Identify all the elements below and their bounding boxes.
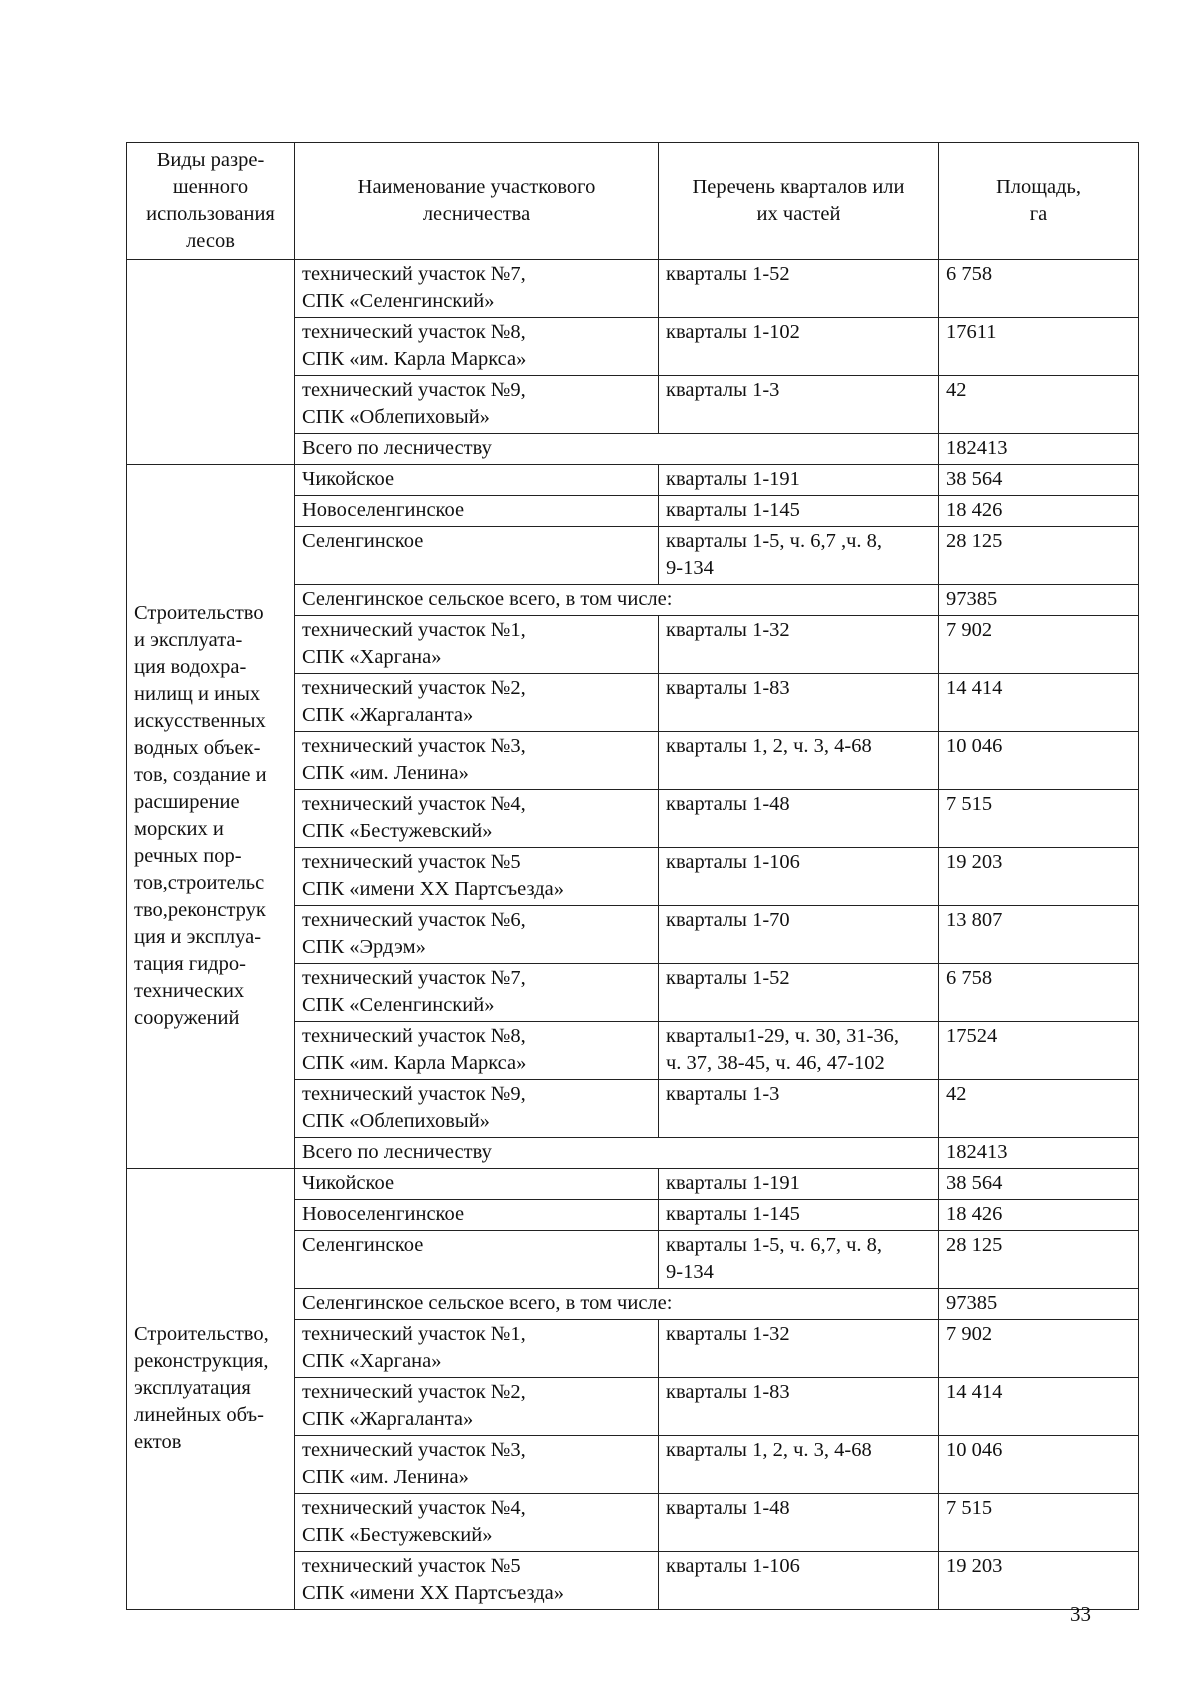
quarters-cell: кварталы 1-52 bbox=[659, 964, 939, 1022]
area-cell: 17611 bbox=[939, 318, 1139, 376]
quarters-cell: кварталы 1-106 bbox=[659, 1552, 939, 1610]
forestry-name-cell: технический участок №6, СПК «Эрдэм» bbox=[295, 906, 659, 964]
subtotal-label: Селенгинское сельское всего, в том числе: bbox=[295, 1289, 939, 1320]
forestry-name-cell: Чикойское bbox=[295, 465, 659, 496]
forestry-name-cell: Селенгинское bbox=[295, 527, 659, 585]
total-label: Всего по лесничеству bbox=[295, 434, 939, 465]
forestry-name-cell: технический участок №2, СПК «Жаргаланта» bbox=[295, 1378, 659, 1436]
table-header-row bbox=[127, 143, 1139, 260]
subtotal-label: Селенгинское сельское всего, в том числе: bbox=[295, 585, 939, 616]
quarters-cell: кварталы 1-5, ч. 6,7, ч. 8, 9-134 bbox=[659, 1231, 939, 1289]
page-number: 33 bbox=[1070, 1602, 1091, 1626]
forestry-name-cell: технический участок №9, СПК «Облепиховый» bbox=[295, 1080, 659, 1138]
area-cell: 10 046 bbox=[939, 732, 1139, 790]
quarters-cell: кварталы 1-145 bbox=[659, 1200, 939, 1231]
table-row bbox=[127, 465, 1139, 496]
area-cell: 18 426 bbox=[939, 1200, 1139, 1231]
area-cell: 28 125 bbox=[939, 1231, 1139, 1289]
area-cell: 42 bbox=[939, 376, 1139, 434]
quarters-cell: кварталы 1-83 bbox=[659, 674, 939, 732]
forestry-name-cell: Чикойское bbox=[295, 1169, 659, 1200]
area-cell: 18 426 bbox=[939, 496, 1139, 527]
quarters-cell: кварталы 1-48 bbox=[659, 1494, 939, 1552]
area-cell: 7 515 bbox=[939, 790, 1139, 848]
quarters-cell: кварталы 1-52 bbox=[659, 260, 939, 318]
forestry-name-cell: технический участок №4, СПК «Бестужевский» bbox=[295, 790, 659, 848]
use-type-cell-empty bbox=[127, 260, 295, 465]
area-cell: 6 758 bbox=[939, 964, 1139, 1022]
quarters-cell: кварталы 1-106 bbox=[659, 848, 939, 906]
quarters-cell: кварталы 1-191 bbox=[659, 1169, 939, 1200]
quarters-cell: кварталы 1-5, ч. 6,7 ,ч. 8, 9-134 bbox=[659, 527, 939, 585]
area-cell: 7 515 bbox=[939, 1494, 1139, 1552]
forestry-name-cell: Селенгинское bbox=[295, 1231, 659, 1289]
forestry-name-cell: технический участок №4, СПК «Бестужевский» bbox=[295, 1494, 659, 1552]
area-cell: 14 414 bbox=[939, 674, 1139, 732]
quarters-cell: кварталы 1-32 bbox=[659, 1320, 939, 1378]
forestry-name-cell: технический участок №7, СПК «Селенгинский» bbox=[295, 964, 659, 1022]
quarters-cell: кварталы 1-102 bbox=[659, 318, 939, 376]
forestry-name-cell: технический участок №8, СПК «им. Карла Маркса» bbox=[295, 318, 659, 376]
area-cell: 17524 bbox=[939, 1022, 1139, 1080]
table-row bbox=[127, 260, 1139, 318]
quarters-cell: кварталы 1-70 bbox=[659, 906, 939, 964]
quarters-cell: кварталы 1-3 bbox=[659, 1080, 939, 1138]
quarters-cell: кварталы 1-145 bbox=[659, 496, 939, 527]
quarters-cell: кварталы 1, 2, ч. 3, 4-68 bbox=[659, 1436, 939, 1494]
total-label: Всего по лесничеству bbox=[295, 1138, 939, 1169]
area-cell: 7 902 bbox=[939, 616, 1139, 674]
forestry-name-cell: технический участок №5 СПК «имени XX Партсъезда» bbox=[295, 1552, 659, 1610]
forestry-name-cell: технический участок №3, СПК «им. Ленина» bbox=[295, 732, 659, 790]
use-type-cell: Строительство и эксплуата- ция водохра- нилищ и иных искусственных водных объек- тов, создание и расширение морских и речных пор- тов,строительс тво,реконструк ция и эксплуа- тация гидро- технических сооружений bbox=[127, 465, 295, 1169]
forestry-name-cell: технический участок №5 СПК «имени XX Партсъезда» bbox=[295, 848, 659, 906]
forestry-name-cell: технический участок №2, СПК «Жаргаланта» bbox=[295, 674, 659, 732]
area-cell: 10 046 bbox=[939, 1436, 1139, 1494]
quarters-cell: кварталы 1-48 bbox=[659, 790, 939, 848]
forestry-name-cell: Новоселенгинское bbox=[295, 1200, 659, 1231]
header-forestry: Наименование участкового лесничества bbox=[295, 143, 659, 260]
forestry-name-cell: технический участок №7, СПК «Селенгинский» bbox=[295, 260, 659, 318]
forestry-name-cell: технический участок №3, СПК «им. Ленина» bbox=[295, 1436, 659, 1494]
area-cell: 28 125 bbox=[939, 527, 1139, 585]
area-cell: 19 203 bbox=[939, 1552, 1139, 1610]
forestry-name-cell: технический участок №1, СПК «Харгана» bbox=[295, 616, 659, 674]
table-row bbox=[127, 1169, 1139, 1200]
quarters-cell: кварталы1-29, ч. 30, 31-36, ч. 37, 38-45, ч. 46, 47-102 bbox=[659, 1022, 939, 1080]
area-cell: 19 203 bbox=[939, 848, 1139, 906]
header-use: Виды разре- шенного использования лесов bbox=[127, 143, 295, 260]
area-cell: 14 414 bbox=[939, 1378, 1139, 1436]
total-area: 182413 bbox=[939, 434, 1139, 465]
area-cell: 38 564 bbox=[939, 1169, 1139, 1200]
quarters-cell: кварталы 1, 2, ч. 3, 4-68 bbox=[659, 732, 939, 790]
forestry-name-cell: технический участок №9, СПК «Облепиховый» bbox=[295, 376, 659, 434]
subtotal-area: 97385 bbox=[939, 585, 1139, 616]
area-cell: 38 564 bbox=[939, 465, 1139, 496]
area-cell: 13 807 bbox=[939, 906, 1139, 964]
quarters-cell: кварталы 1-191 bbox=[659, 465, 939, 496]
quarters-cell: кварталы 1-3 bbox=[659, 376, 939, 434]
forest-use-table bbox=[126, 142, 1139, 1610]
area-cell: 6 758 bbox=[939, 260, 1139, 318]
use-type-cell: Строительство, реконструкция, эксплуатация линейных объ- ектов bbox=[127, 1169, 295, 1610]
subtotal-area: 97385 bbox=[939, 1289, 1139, 1320]
forestry-name-cell: технический участок №8, СПК «им. Карла Маркса» bbox=[295, 1022, 659, 1080]
area-cell: 7 902 bbox=[939, 1320, 1139, 1378]
header-area: Площадь, га bbox=[939, 143, 1139, 260]
area-cell: 42 bbox=[939, 1080, 1139, 1138]
quarters-cell: кварталы 1-83 bbox=[659, 1378, 939, 1436]
header-quarters: Перечень кварталов или их частей bbox=[659, 143, 939, 260]
quarters-cell: кварталы 1-32 bbox=[659, 616, 939, 674]
forestry-name-cell: технический участок №1, СПК «Харгана» bbox=[295, 1320, 659, 1378]
forestry-name-cell: Новоселенгинское bbox=[295, 496, 659, 527]
total-area: 182413 bbox=[939, 1138, 1139, 1169]
